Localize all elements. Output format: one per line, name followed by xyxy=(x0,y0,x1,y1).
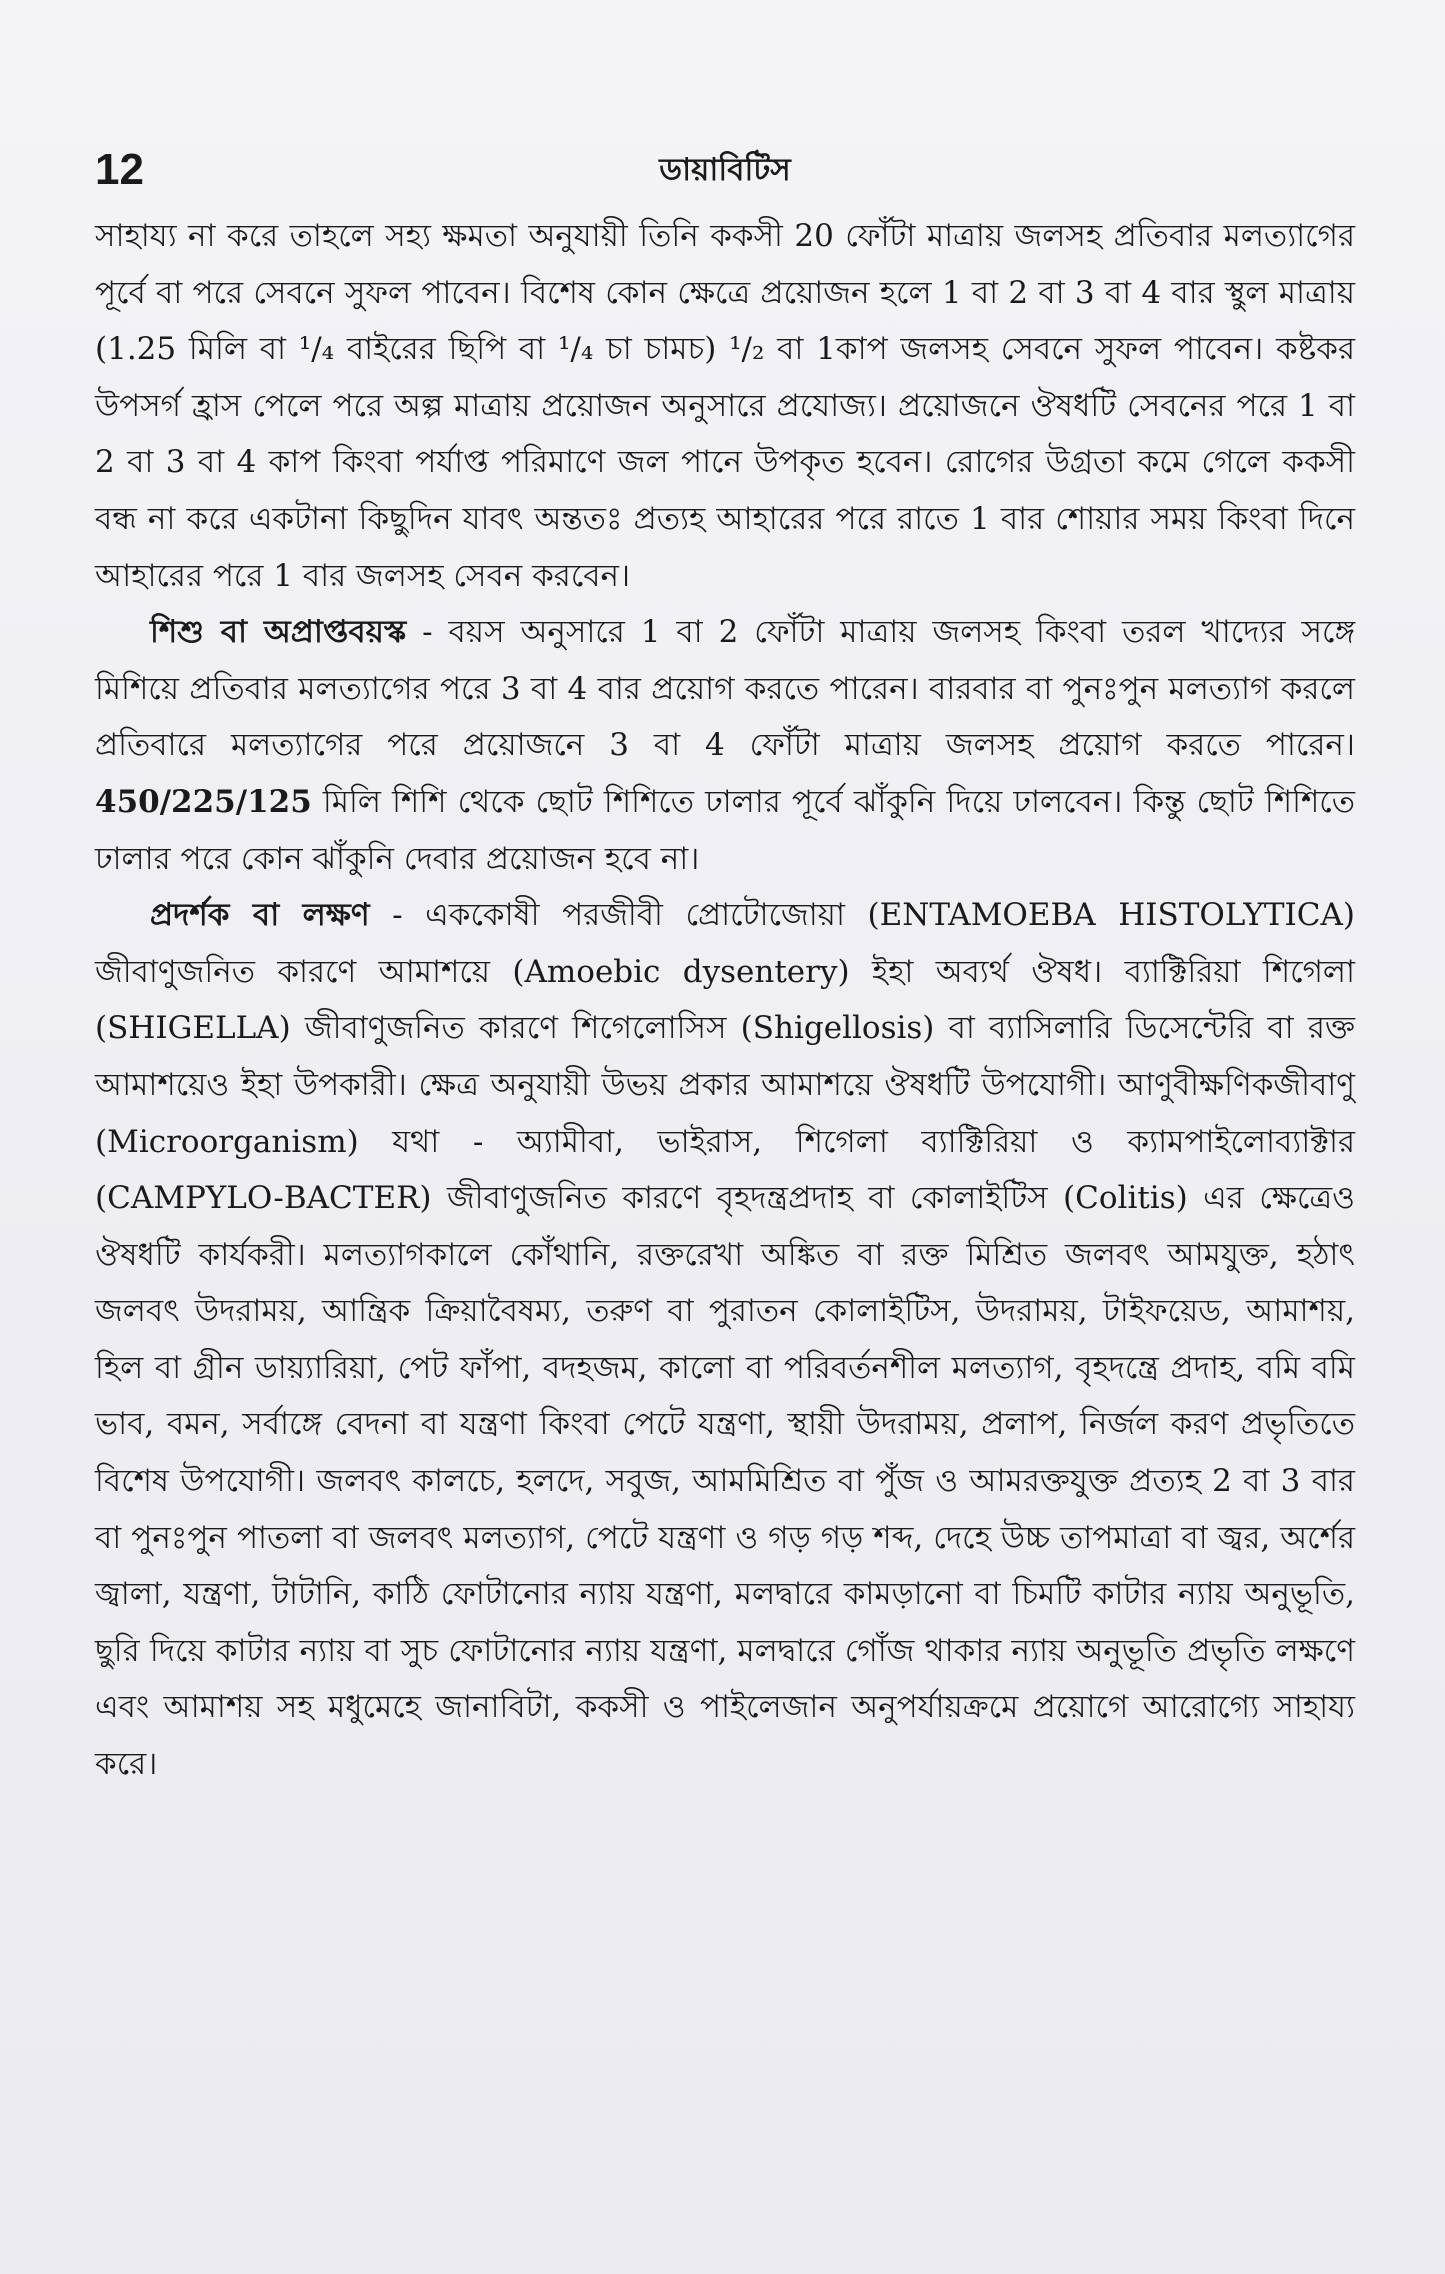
page-number: 12 xyxy=(95,145,144,194)
bottle-size-emphasis: 450/225/125 xyxy=(95,783,312,820)
paragraph-lead-heading: প্রদর্শক বা লক্ষণ xyxy=(150,897,370,934)
paragraph-dosage-adult xyxy=(95,208,1355,604)
paragraph-lead-heading: শিশু বা অপ্রাপ্তবয়স্ক xyxy=(150,614,407,651)
paragraph-indications xyxy=(95,887,1355,1793)
paragraph-text: সাহায্য না করে তাহলে সহ্য ক্ষমতা অনুযায়ী তিনি ককসী 20 ফোঁটা মাত্রায় জলসহ প্রতিবার মলত্যাগের পূর্বে বা পরে সেবনে সুফল পাবেন। বিশেষ কোন ক্ষেত্রে প্রয়োজন হলে 1 বা 2 বা 3 বা 4 বার স্থুল মাত্রায় (1.25 মিলি বা ¹/₄ বাইরের ছিপি বা ¹/₄ চা চামচ) ¹/₂ বা 1কাপ জলসহ সেবনে সুফল পাবেন। কষ্টকর উপসর্গ হ্রাস পেলে পরে অল্প মাত্রায় প্রয়োজন অনুসারে প্রযোজ্য। প্রয়োজনে ঔষধটি সেবনের পরে 1 বা 2 বা 3 বা 4 কাপ কিংবা পর্যাপ্ত পরিমাণে জল পানে উপকৃত হবেন। রোগের উগ্রতা কমে গেলে ককসী বন্ধ না করে একটানা কিছুদিন যাবৎ অন্ততঃ প্রত্যহ আহারের পরে রাতে 1 বার শোয়ার সময় কিংবা দিনে আহারের পরে 1 বার জলসহ সেবন করবেন। xyxy=(95,218,1355,594)
body-text xyxy=(95,208,1355,1793)
page-header xyxy=(95,140,1355,200)
paragraph-text: - এককোষী পরজীবী প্রোটোজোয়া (ENTAMOEBA HISTOLYTICA) জীবাণুজনিত কারণে আমাশয়ে (Amoebic dysentery) ইহা অব্যর্থ ঔষধ। ব্যাক্টিরিয়া শিগেলা (SHIGELLA) জীবাণুজনিত কারণে শিগেলোসিস (Shigellosis) বা ব্যাসিলারি ডিসেন্টেরি বা রক্ত আমাশয়েও ইহা উপকারী। ক্ষেত্র অনুযায়ী উভয় প্রকার আমাশয়ে ঔষধটি উপযোগী। আণুবীক্ষণিকজীবাণু (Microorganism) যথা - অ্যামীবা, ভাইরাস, শিগেলা ব্যাক্টিরিয়া ও ক্যামপাইলোব্যাক্টার (CAMPYLO-BACTER) জীবাণুজনিত কারণে বৃহদন্ত্রপ্রদাহ বা কোলাইটিস (Colitis) এর ক্ষেত্রেও ঔষধটি কার্যকরী। মলত্যাগকালে কোঁথানি, রক্তরেখা অঙ্কিত বা রক্ত মিশ্রিত জলবৎ আমযুক্ত, হঠাৎ জলবৎ উদরাময়, আন্ত্রিক ক্রিয়াবৈষম্য, তরুণ বা পুরাতন কোলাইটিস, উদরাময়, টাইফয়েড, আমাশয়, হিল বা গ্রীন ডায়্যারিয়া, পেট ফাঁপা, বদহজম, কালো বা পরিবর্তনশীল মলত্যাগ, বৃহদন্ত্রে প্রদাহ, বমি বমি ভাব, বমন, সর্বাঙ্গে বেদনা বা যন্ত্রণা কিংবা পেটে যন্ত্রণা, স্থায়ী উদরাময়, প্রলাপ, নির্জল করণ প্রভৃতিতে বিশেষ উপযোগী। জলবৎ কালচে, হলদে, সবুজ, আমমিশ্রিত বা পুঁজ ও আমরক্তযুক্ত প্রত্যহ 2 বা 3 বার বা পুনঃপুন পাতলা বা জলবৎ মলত্যাগ, পেটে যন্ত্রণা ও গড় গড় শব্দ, দেহে উচ্চ তাপমাত্রা বা জ্বর, অর্শের জ্বালা, যন্ত্রণা, টাটানি, কাঠি ফোটানোর ন্যায় যন্ত্রণা, মলদ্বারে কামড়ানো বা চিমটি কাটার ন্যায় অনুভূতি, ছুরি দিয়ে কাটার ন্যায় বা সুচ ফোটানোর ন্যায় যন্ত্রণা, মলদ্বারে গোঁজ থাকার ন্যায় অনুভূতি প্রভৃতি লক্ষণে এবং আমাশয় সহ মধুমেহে জানাবিটা, ককসী ও পাইলেজান অনুপর্যায়ক্রমে প্রয়োগে আরোগ্যে সাহায্য করে। xyxy=(95,897,1355,1783)
paragraph-dosage-child xyxy=(95,604,1355,887)
paragraph-text-continued: মিলি শিশি থেকে ছোট শিশিতে ঢালার পূর্বে ঝাঁকুনি দিয়ে ঢালবেন। কিন্তু ছোট শিশিতে ঢালার পরে কোন ঝাঁকুনি দেবার প্রয়োজন হবে না। xyxy=(95,783,1355,877)
running-title: ডায়াবিটিস xyxy=(659,152,791,188)
paragraph-text: - বয়স অনুসারে 1 বা 2 ফোঁটা মাত্রায় জলসহ কিংবা তরল খাদ্যের সঙ্গে মিশিয়ে প্রতিবার মলত্যাগের পরে 3 বা 4 বার প্রয়োগ করতে পারেন। বারবার বা পুনঃপুন মলত্যাগ করলে প্রতিবারে মলত্যাগের পরে প্রয়োজনে 3 বা 4 ফোঁটা মাত্রায় জলসহ প্রয়োগ করতে পারেন। xyxy=(95,614,1355,764)
